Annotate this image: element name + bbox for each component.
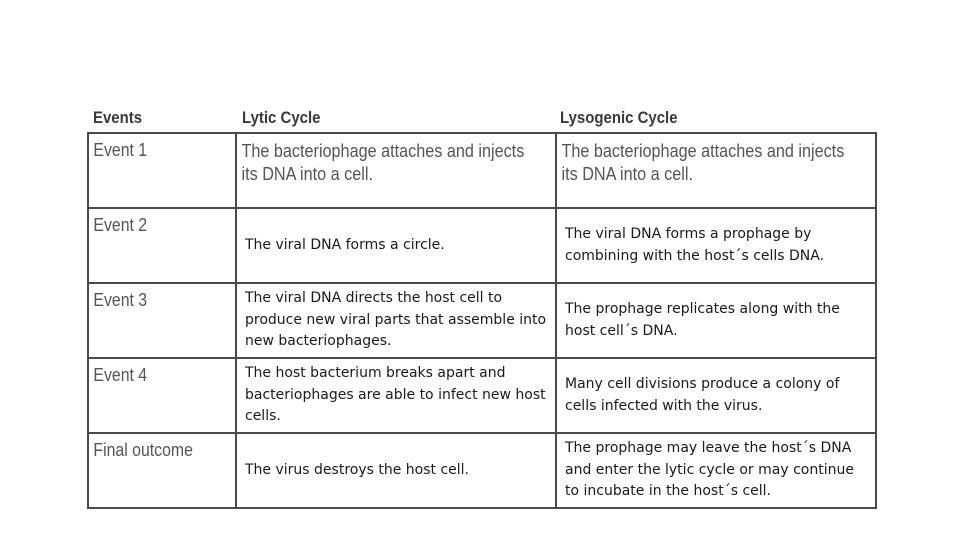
lytic-text: The viral DNA forms a circle. [245, 236, 445, 253]
header-events: Events [93, 108, 143, 127]
lysogenic-cell [556, 133, 876, 208]
lysogenic-text: The prophage may leave the host´s DNA and enter the lytic cycle or may continue to incubate in the host´s cell. [565, 440, 854, 500]
lysogenic-text: The bacteriophage attaches and injects its DNA into a cell. [561, 141, 845, 184]
event-label: Event 3 [93, 290, 148, 310]
lysogenic-text: The viral DNA forms a prophage by combining with the host´s cells DNA. [565, 226, 825, 264]
lysogenic-cell [556, 283, 876, 358]
table-row-final-outcome [88, 433, 876, 508]
lytic-cell [236, 358, 556, 433]
event-cell [88, 433, 236, 508]
lytic-text: The bacteriophage attaches and injects its DNA into a cell. [241, 141, 525, 184]
lytic-cell [236, 283, 556, 358]
lysogenic-cell [556, 358, 876, 433]
event-label: Final outcome [93, 440, 193, 460]
lysogenic-text: The prophage replicates along with the host cell´s DNA. [565, 301, 840, 339]
lytic-cell [236, 208, 556, 283]
event-label: Event 2 [93, 215, 148, 235]
event-label: Event 4 [93, 365, 148, 385]
event-cell [88, 208, 236, 283]
header-lysogenic-cycle: Lysogenic Cycle [560, 108, 678, 127]
lytic-text: The virus destroys the host cell. [245, 461, 469, 478]
event-cell [88, 133, 236, 208]
cycle-comparison-table [87, 132, 877, 509]
lysogenic-text: Many cell divisions produce a colony of cells infected with the virus. [565, 376, 840, 414]
table-row-event-4 [88, 358, 876, 433]
lytic-text: The viral DNA directs the host cell to produce new viral parts that assemble into new bacteriophages. [245, 290, 547, 350]
lysogenic-cell [556, 433, 876, 508]
lytic-cell [236, 133, 556, 208]
table-row-event-1 [88, 133, 876, 208]
event-cell [88, 358, 236, 433]
table-header-row [87, 108, 875, 132]
lysogenic-cell [556, 208, 876, 283]
table-row-event-2 [88, 208, 876, 283]
lytic-cell [236, 433, 556, 508]
lytic-text: The host bacterium breaks apart and bacteriophages are able to infect new host cells. [245, 365, 546, 425]
table-row-event-3 [88, 283, 876, 358]
event-cell [88, 283, 236, 358]
event-label: Event 1 [93, 140, 148, 160]
header-lytic-cycle: Lytic Cycle [242, 108, 321, 127]
